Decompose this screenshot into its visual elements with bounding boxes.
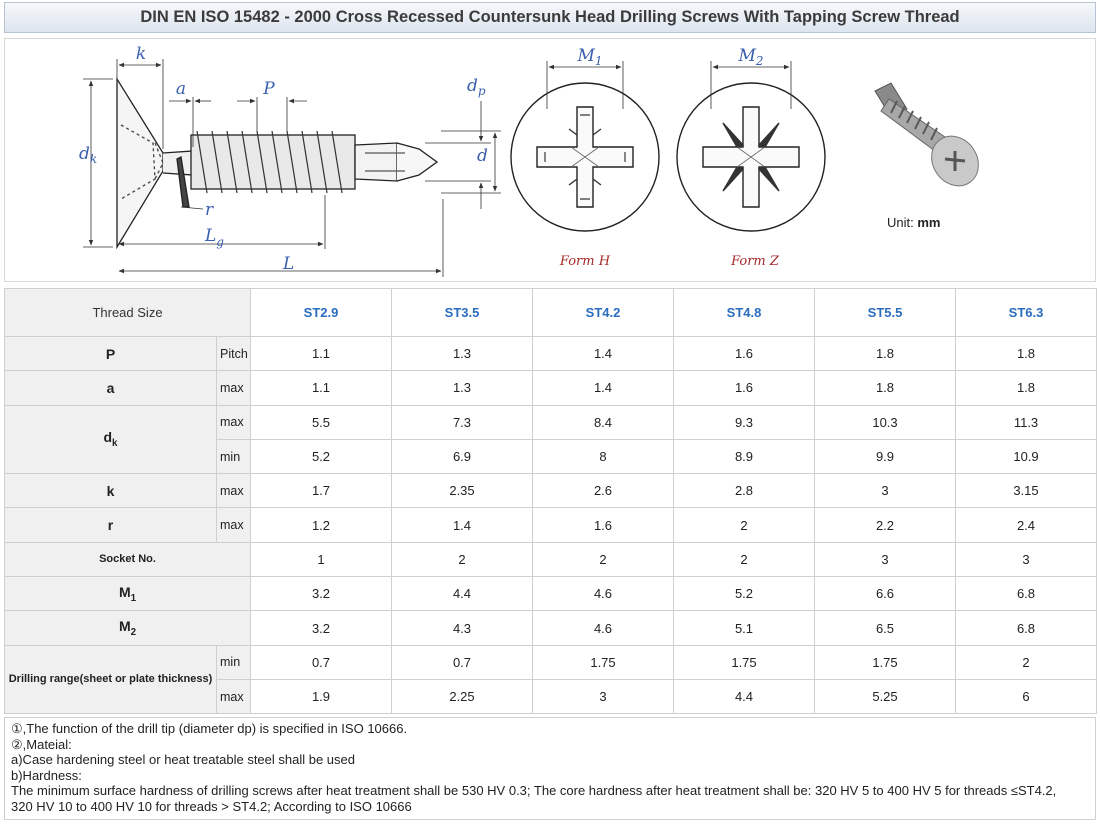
table-cell: 8.4: [533, 405, 674, 439]
row-condition: max: [217, 405, 251, 439]
note-line: b)Hardness:: [11, 767, 82, 783]
table-cell: 3.2: [251, 611, 392, 645]
table-cell: 2.2: [815, 508, 956, 542]
table-cell: 5.2: [674, 577, 815, 611]
table-cell: 1.4: [533, 337, 674, 371]
col-st4-2: ST4.2: [533, 289, 674, 337]
table-row: [5, 645, 1097, 679]
technical-drawing: [5, 39, 1097, 283]
table-cell: 1.7: [251, 474, 392, 508]
col-st5-5: ST5.5: [815, 289, 956, 337]
table-cell: 2.4: [956, 508, 1097, 542]
row-symbol: [5, 405, 217, 474]
table-cell: 6.8: [956, 611, 1097, 645]
row-symbol: [5, 577, 251, 611]
table-cell: 1.1: [251, 337, 392, 371]
row-symbol: Socket No.: [5, 542, 251, 576]
dim-dp-sub: p: [477, 84, 486, 98]
unit-label: Unit:: [887, 215, 918, 230]
table-cell: 6.8: [956, 577, 1097, 611]
table-cell: 3: [815, 542, 956, 576]
table-cell: 6.9: [392, 439, 533, 473]
col-st4-8: ST4.8: [674, 289, 815, 337]
table-cell: 1.2: [251, 508, 392, 542]
table-cell: 3.15: [956, 474, 1097, 508]
table-cell: 5.1: [674, 611, 815, 645]
table-cell: 2.25: [392, 679, 533, 713]
table-cell: 3: [815, 474, 956, 508]
col-st2-9: ST2.9: [251, 289, 392, 337]
table-cell: 2: [392, 542, 533, 576]
table-cell: 8.9: [674, 439, 815, 473]
table-cell: 7.3: [392, 405, 533, 439]
row-symbol: r: [5, 508, 217, 542]
dim-lg-main: L: [205, 226, 217, 246]
notes-box: [4, 717, 1096, 820]
form-z-view: [677, 83, 825, 231]
dim-dp-label: [467, 76, 486, 98]
row-condition: Pitch: [217, 337, 251, 371]
m1-label: [576, 46, 602, 68]
note-line: ②,Mateial:: [11, 736, 72, 752]
table-row: [5, 577, 1097, 611]
row-symbol: a: [5, 371, 217, 405]
dim-a-label: a: [175, 79, 187, 99]
note-line: The minimum surface hardness of drilling screws after heat treatment shall be 530 HV 0.3; The core hardness after heat treatment shall be: 320 HV 5 to 400 HV 5 for threads ≤ST4.2,: [11, 783, 1057, 798]
table-cell: 3: [533, 679, 674, 713]
dim-l-label: L: [283, 254, 295, 274]
table-cell: 6.6: [815, 577, 956, 611]
table-cell: 1.4: [533, 371, 674, 405]
table-cell: 2: [533, 542, 674, 576]
row-condition: max: [217, 474, 251, 508]
table-cell: 1.8: [956, 337, 1097, 371]
form-h-view: [511, 83, 659, 231]
table-cell: 10.3: [815, 405, 956, 439]
table-row: [5, 611, 1097, 645]
row-condition: max: [217, 679, 251, 713]
table-row: [5, 337, 1097, 371]
table-cell: 4.3: [392, 611, 533, 645]
screw-photo: [875, 83, 988, 195]
dim-k-label: k: [135, 44, 147, 64]
table-cell: 2: [674, 508, 815, 542]
table-cell: 1.8: [815, 371, 956, 405]
symbol-main: M: [118, 583, 131, 600]
dim-dp-main: d: [467, 76, 478, 96]
table-row: [5, 371, 1097, 405]
table-cell: 1.75: [815, 645, 956, 679]
table-cell: 1.4: [392, 508, 533, 542]
table-row: [5, 405, 1097, 439]
table-cell: 6: [956, 679, 1097, 713]
row-symbol: [5, 611, 251, 645]
symbol-sub: 1: [130, 592, 137, 604]
table-cell: 1.9: [251, 679, 392, 713]
m2-sub: 2: [755, 54, 764, 68]
table-cell: 2.6: [533, 474, 674, 508]
row-condition: min: [217, 645, 251, 679]
table-cell: 10.9: [956, 439, 1097, 473]
dim-p-label: P: [263, 79, 275, 99]
m2-main: M: [738, 46, 756, 66]
table-cell: 0.7: [392, 645, 533, 679]
table-cell: 1: [251, 542, 392, 576]
unit-note: [887, 215, 940, 230]
dim-lg-sub: g: [216, 235, 224, 249]
table-cell: 3: [956, 542, 1097, 576]
col-st6-3: ST6.3: [956, 289, 1097, 337]
table-cell: 1.8: [815, 337, 956, 371]
table-cell: 1.75: [533, 645, 674, 679]
col-st3-5: ST3.5: [392, 289, 533, 337]
row-symbol: P: [5, 337, 217, 371]
table-row: [5, 542, 1097, 576]
unit-value: mm: [917, 215, 941, 230]
table-cell: 9.9: [815, 439, 956, 473]
spec-table: [4, 288, 1097, 714]
thread-size-header: Thread Size: [5, 289, 251, 337]
table-cell: 2: [674, 542, 815, 576]
row-symbol: k: [5, 474, 217, 508]
table-cell: 1.6: [674, 337, 815, 371]
dim-dk-main: d: [79, 144, 90, 164]
row-condition: min: [217, 439, 251, 473]
m1-sub: 1: [594, 54, 603, 68]
table-cell: 5.2: [251, 439, 392, 473]
table-cell: 2.8: [674, 474, 815, 508]
table-cell: 1.75: [674, 645, 815, 679]
note-line: a)Case hardening steel or heat treatable steel shall be used: [11, 752, 355, 767]
form-h-label: Form H: [559, 254, 611, 269]
symbol-sub: 2: [130, 626, 137, 638]
table-cell: 2.35: [392, 474, 533, 508]
dim-dk-sub: k: [89, 152, 98, 166]
symbol-main: M: [118, 618, 131, 635]
row-condition: max: [217, 508, 251, 542]
table-cell: 6.5: [815, 611, 956, 645]
table-cell: 4.4: [392, 577, 533, 611]
page-title: DIN EN ISO 15482 - 2000 Cross Recessed Countersunk Head Drilling Screws With Tapping Screw Thread: [4, 2, 1096, 33]
symbol-main: d: [103, 429, 113, 446]
symbol-sub: k: [112, 438, 118, 450]
m1-main: M: [577, 46, 595, 66]
table-cell: 1.8: [956, 371, 1097, 405]
screw-drawing: [4, 38, 1096, 282]
row-symbol: Drilling range(sheet or plate thickness): [5, 645, 217, 714]
table-cell: 0.7: [251, 645, 392, 679]
dim-d-label: d: [477, 146, 488, 166]
table-header-row: [5, 289, 1097, 337]
table-cell: 8: [533, 439, 674, 473]
table-cell: 5.25: [815, 679, 956, 713]
table-cell: 9.3: [674, 405, 815, 439]
dim-lg-label: [204, 226, 224, 249]
table-cell: 1.1: [251, 371, 392, 405]
table-cell: 1.3: [392, 337, 533, 371]
table-cell: 3.2: [251, 577, 392, 611]
table-row: [5, 474, 1097, 508]
m2-label: [737, 46, 763, 68]
row-condition: max: [217, 371, 251, 405]
note-line: 320 HV 10 to 400 HV 10 for threads > ST4.2; According to ISO 10666: [11, 798, 412, 814]
table-cell: 11.3: [956, 405, 1097, 439]
table-cell: 1.6: [674, 371, 815, 405]
table-cell: 4.4: [674, 679, 815, 713]
form-z-label: Form Z: [731, 254, 779, 269]
table-row: [5, 508, 1097, 542]
table-cell: 4.6: [533, 611, 674, 645]
dim-r-label: r: [205, 200, 214, 220]
table-cell: 1.3: [392, 371, 533, 405]
table-cell: 1.6: [533, 508, 674, 542]
note-line: ①,The function of the drill tip (diameter dp) is specified in ISO 10666.: [11, 721, 408, 736]
table-cell: 4.6: [533, 577, 674, 611]
dim-dk-label: [79, 144, 97, 166]
table-cell: 2: [956, 645, 1097, 679]
table-cell: 5.5: [251, 405, 392, 439]
screw-side-view: [117, 79, 437, 247]
